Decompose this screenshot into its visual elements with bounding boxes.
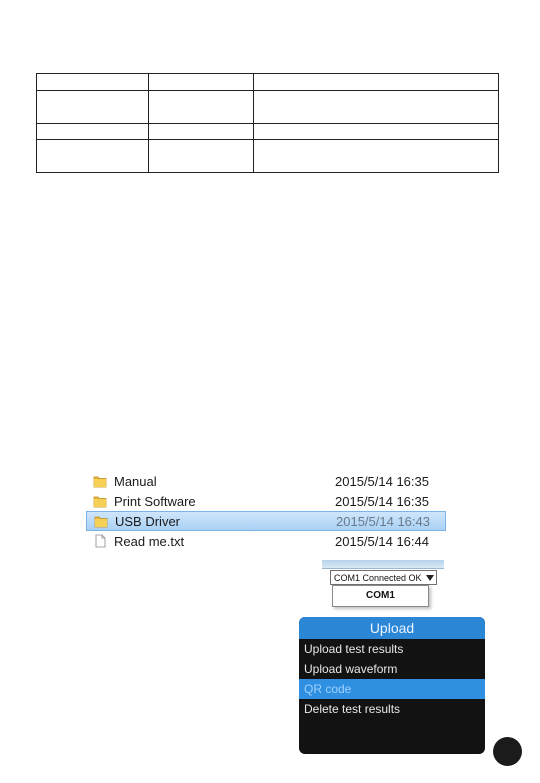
com-port-select[interactable]: COM1 Connected OK [330, 570, 424, 585]
menu-item-qr-code[interactable]: QR code [299, 679, 485, 699]
table-row [37, 140, 499, 173]
page-number-badge [493, 737, 522, 766]
com-port-panel [318, 560, 446, 612]
upload-menu [299, 617, 485, 754]
spec-table [36, 73, 499, 173]
chevron-down-icon[interactable] [423, 570, 437, 585]
folder-icon [93, 474, 107, 488]
menu-item-delete-test-results[interactable]: Delete test results [304, 702, 401, 716]
com-port-option[interactable]: COM1 [332, 585, 429, 607]
table-row [37, 124, 499, 140]
file-name: Read me.txt [114, 533, 185, 549]
file-list [86, 471, 446, 551]
menu-title: Upload [299, 617, 485, 639]
file-row-print-software[interactable] [86, 491, 446, 511]
text-file-icon [93, 534, 107, 548]
folder-icon [94, 514, 108, 528]
folder-icon [93, 494, 107, 508]
table-row [37, 91, 499, 124]
file-date: 2015/5/14 16:35 [335, 493, 429, 509]
file-name: USB Driver [115, 513, 181, 529]
file-row-manual[interactable] [86, 471, 446, 491]
file-name: Manual [114, 473, 157, 489]
file-date: 2015/5/14 16:44 [335, 533, 429, 549]
menu-item-upload-test-results[interactable]: Upload test results [304, 642, 404, 656]
file-row-usb-driver[interactable] [86, 511, 446, 531]
com-panel-bar [322, 560, 444, 569]
table-row [37, 74, 499, 91]
file-date: 2015/5/14 16:43 [336, 513, 430, 529]
file-row-read-me[interactable] [86, 531, 446, 551]
menu-item-upload-waveform[interactable]: Upload waveform [304, 662, 398, 676]
file-name: Print Software [114, 493, 196, 509]
file-date: 2015/5/14 16:35 [335, 473, 429, 489]
